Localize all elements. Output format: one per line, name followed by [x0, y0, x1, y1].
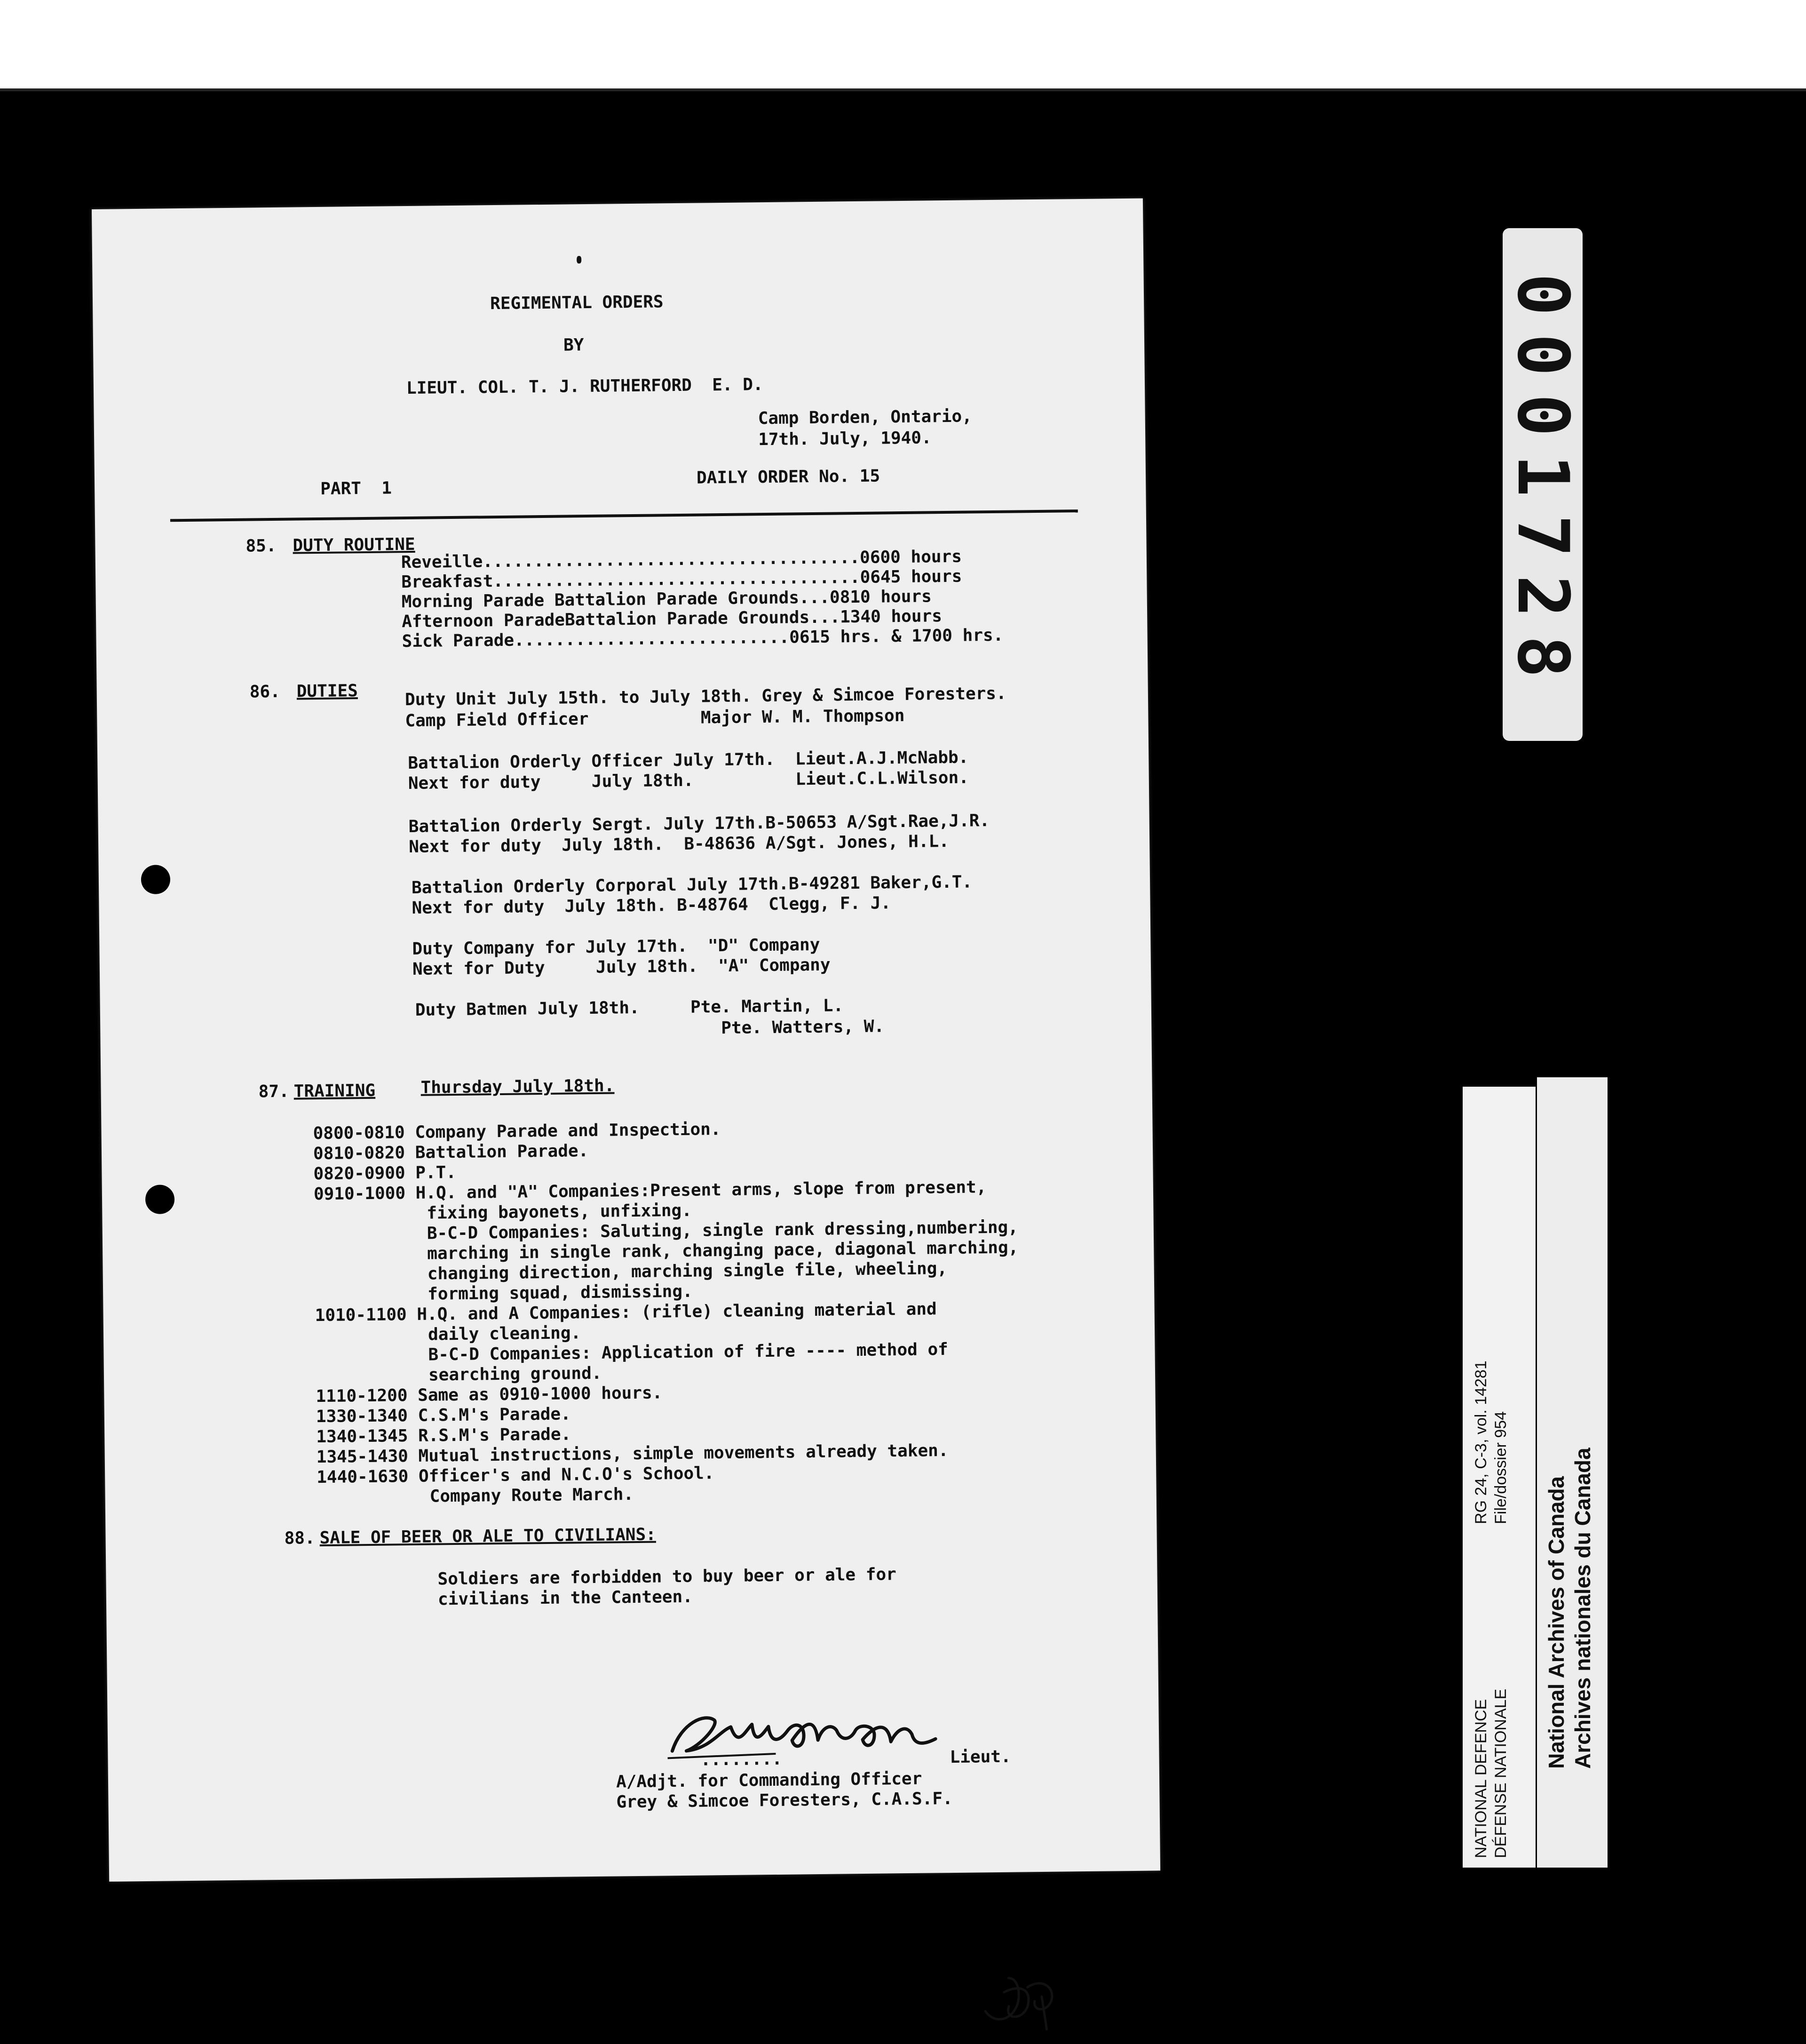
duties-line: Battalion Orderly Officer July 17th. Lieut.A.J.McNabb.	[408, 748, 969, 773]
training-line: 0800-0810 Company Parade and Inspection.	[313, 1120, 721, 1144]
section-heading: DUTY ROUTINE	[293, 534, 415, 556]
scanner-divider	[0, 88, 1806, 91]
document-page	[92, 199, 1160, 1882]
duties-line: Next for duty July 18th. Lieut.C.L.Wilson.	[408, 768, 969, 794]
notice-line: Soldiers are forbidden to buy beer or ale for	[437, 1565, 897, 1589]
routine-line: Reveille.....................................0600 hours	[401, 547, 962, 573]
archive-label-ref	[1463, 1087, 1536, 1868]
training-line: 1345-1430 Mutual instructions, simple movements already taken.	[316, 1441, 949, 1467]
duties-line: Duty Company for July 17th. "D" Company	[412, 935, 820, 959]
duties-line: Next for duty July 18th. B-48636 A/Sgt. Jones, H.L.	[409, 831, 950, 857]
handwritten-signature	[653, 1701, 945, 1765]
section-heading: DUTIES	[296, 681, 358, 701]
section-number: 88.	[284, 1528, 315, 1548]
training-line: changing direction, marching single file, wheeling,	[427, 1259, 948, 1284]
training-line: 1440-1630 Officer's and N.C.O's School.	[317, 1463, 714, 1487]
training-line: marching in single rank, changing pace, diagonal marching,	[427, 1238, 1019, 1264]
doc-part: PART 1	[320, 478, 392, 499]
scanner-top-margin	[0, 0, 1806, 89]
duties-line: Next for Duty July 18th. "A" Company	[412, 955, 831, 979]
doc-order-number: DAILY ORDER No. 15	[696, 466, 880, 488]
training-line: B-C-D Companies: Application of fire ---- method of	[428, 1340, 949, 1365]
duties-line: Battalion Orderly Sergt. July 17th.B-50653 A/Sgt.Rae,J.R.	[408, 811, 990, 837]
order-text	[92, 199, 1160, 1882]
signer-title: A/Adjt. for Commanding Officer	[616, 1769, 922, 1792]
section-number: 87.	[258, 1082, 289, 1102]
frame-number: 0001728	[1502, 273, 1584, 696]
section-number: 86.	[249, 682, 281, 702]
routine-line: Breakfast....................................0645 hours	[401, 566, 962, 592]
dotted-line: ........	[700, 1749, 783, 1770]
training-line: 0820-0900 P.T.	[313, 1162, 457, 1184]
training-line: Company Route March.	[429, 1485, 634, 1506]
department-name-fr: DÉFENSE NATIONALE	[1492, 1688, 1510, 1858]
header-rule	[170, 509, 1078, 522]
training-line: searching ground.	[428, 1363, 602, 1385]
routine-line: Afternoon ParadeBattalion Parade Grounds...1340 hours	[402, 606, 943, 632]
routine-line: Morning Parade Battalion Parade Grounds...0810 hours	[401, 587, 932, 612]
handwritten-initials	[975, 1958, 1070, 2035]
training-line: fixing bayonets, unfixing.	[427, 1201, 692, 1223]
section-heading: TRAINING	[293, 1081, 376, 1101]
archive-label-institution	[1537, 1077, 1608, 1868]
duties-line: Next for duty July 18th. B-48764 Clegg, F. J.	[412, 893, 891, 918]
duties-line: Pte. Watters, W.	[721, 1017, 885, 1038]
duties-line: Battalion Orderly Corporal July 17th.B-49281 Baker,G.T.	[411, 872, 973, 898]
signer-unit: Grey & Simcoe Foresters, C.A.S.F.	[616, 1789, 953, 1812]
duties-line: Camp Field Officer Major W. M. Thompson	[405, 706, 905, 731]
doc-officer: LIEUT. COL. T. J. RUTHERFORD E. D.	[406, 375, 763, 398]
signer-rank: Lieut.	[950, 1747, 1011, 1767]
training-line: B-C-D Companies: Saluting, single rank dressing,numbering,	[427, 1217, 1019, 1243]
archive-reference: RG 24, C-3, vol. 14281	[1472, 1360, 1490, 1524]
training-line: daily cleaning.	[428, 1323, 581, 1344]
doc-place: Camp Borden, Ontario,	[758, 406, 973, 429]
notice-line: civilians in the Canteen.	[437, 1587, 693, 1609]
section-number: 85.	[246, 536, 277, 556]
training-line: 0810-0820 Battalion Parade.	[313, 1141, 589, 1164]
department-name-en: NATIONAL DEFENCE	[1472, 1699, 1490, 1858]
duties-line: Duty Unit July 15th. to July 18th. Grey & Simcoe Foresters.	[404, 684, 1006, 710]
training-line: 1110-1200 Same as 0910-1000 hours.	[316, 1383, 663, 1407]
doc-by: BY	[563, 335, 584, 355]
training-line: forming squad, dismissing.	[427, 1281, 693, 1304]
training-day: Thursday July 18th.	[420, 1076, 615, 1098]
training-line: 1010-1100 H.Q. and A Companies: (rifle) cleaning material and	[315, 1299, 937, 1326]
section-heading: SALE OF BEER OR ALE TO CIVILIANS:	[319, 1525, 657, 1548]
institution-name-fr: Archives nationales du Canada	[1570, 1448, 1595, 1769]
doc-date: 17th. July, 1940.	[758, 428, 932, 450]
training-line: 1340-1345 R.S.M's Parade.	[316, 1424, 571, 1447]
doc-title: REGIMENTAL ORDERS	[490, 292, 664, 314]
training-line: 1330-1340 C.S.M's Parade.	[316, 1404, 571, 1427]
duties-line: Duty Batmen July 18th. Pte. Martin, L.	[415, 996, 844, 1020]
training-line: 0910-1000 H.Q. and "A" Companies:Present arms, slope from present,	[313, 1177, 987, 1204]
institution-name-en: National Archives of Canada	[1544, 1476, 1568, 1769]
routine-line: Sick Parade...........................0615 hrs. & 1700 hrs.	[402, 625, 1004, 652]
archive-file: File/dossier 954	[1492, 1411, 1510, 1524]
